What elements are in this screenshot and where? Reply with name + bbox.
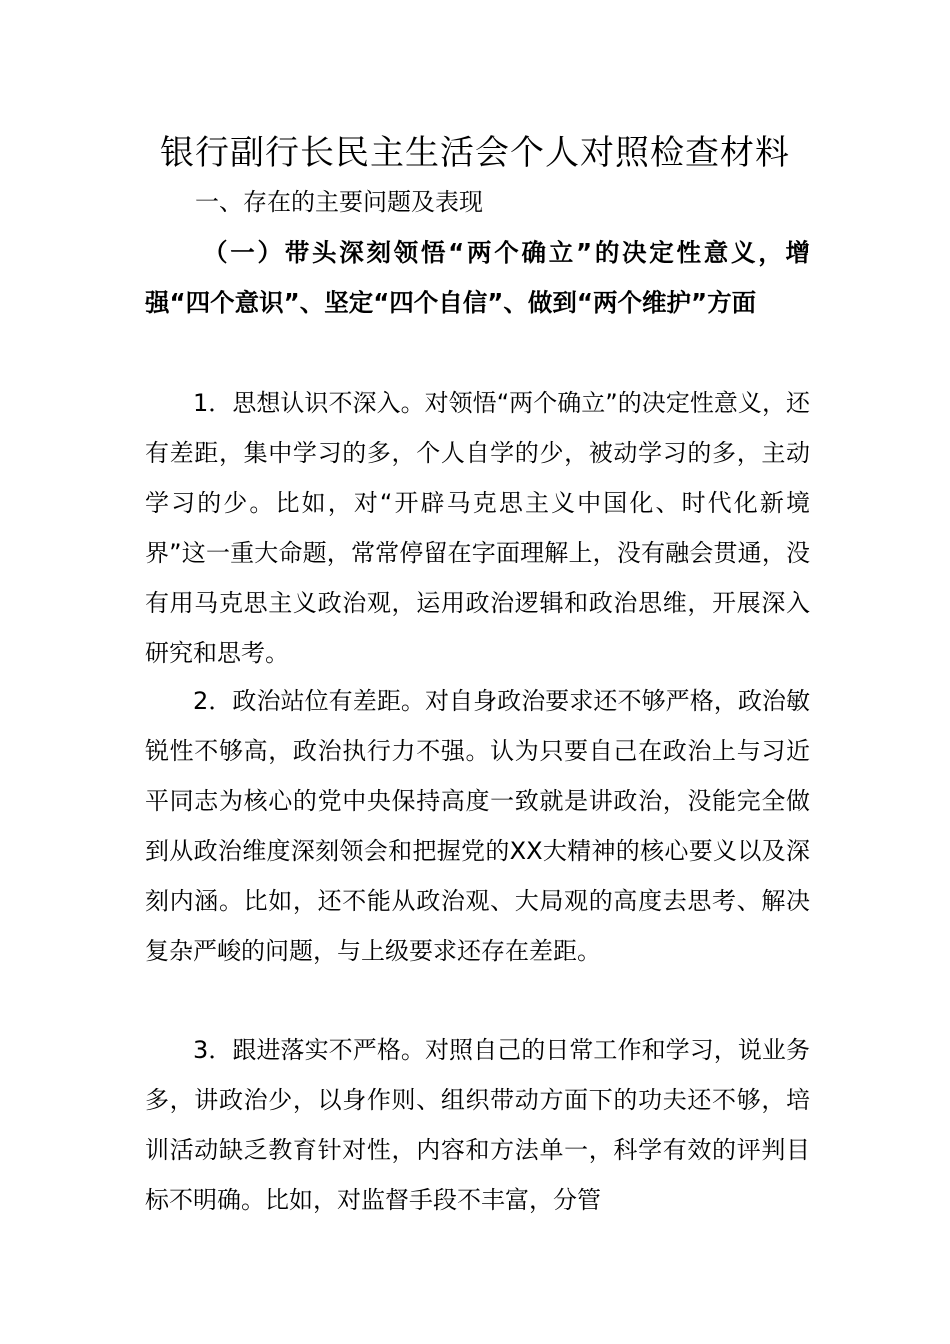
paragraph-2: 2．政治站位有差距。对自身政治要求还不够严格，政治敏锐性不够高，政治执行力不强。认为只要自己在政治上与习近平同志为核心的党中央保持高度一致就是讲政治，没能完全做到从政治维度深刻领会和把握党的XX大精神的核心要义以及深刻内涵。比如，还不能从政治观、大局观的高度去思考、解决复杂严峻的问题，与上级要求还存在差距。 [145,687,810,965]
section-heading: 一、存在的主要问题及表现 [195,188,483,216]
document-title: 银行副行长民主生活会个人对照检查材料 [160,133,790,173]
paragraph-1: 1．思想认识不深入。对领悟“两个确立”的决定性意义，还有差距，集中学习的多，个人自学的少，被动学习的多，主动学习的少。比如，对“开辟马克思主义中国化、时代化新境界”这一重大命题，常常停留在字面理解上，没有融会贯通，没有用马克思主义政治观，运用政治逻辑和政治思维，开展深入研究和思考。 [145,389,810,667]
paragraph-3: 3．跟进落实不严格。对照自己的日常工作和学习，说业务多，讲政治少，以身作则、组织带动方面下的功夫还不够，培训活动缺乏教育针对性，内容和方法单一，科学有效的评判目标不明确。比如，对监督手段不丰富，分管 [145,1036,810,1214]
subsection-heading: （一）带头深刻领悟“两个确立”的决定性意义，增强“四个意识”、坚定“四个自信”、做到“两个维护”方面 [145,238,810,317]
